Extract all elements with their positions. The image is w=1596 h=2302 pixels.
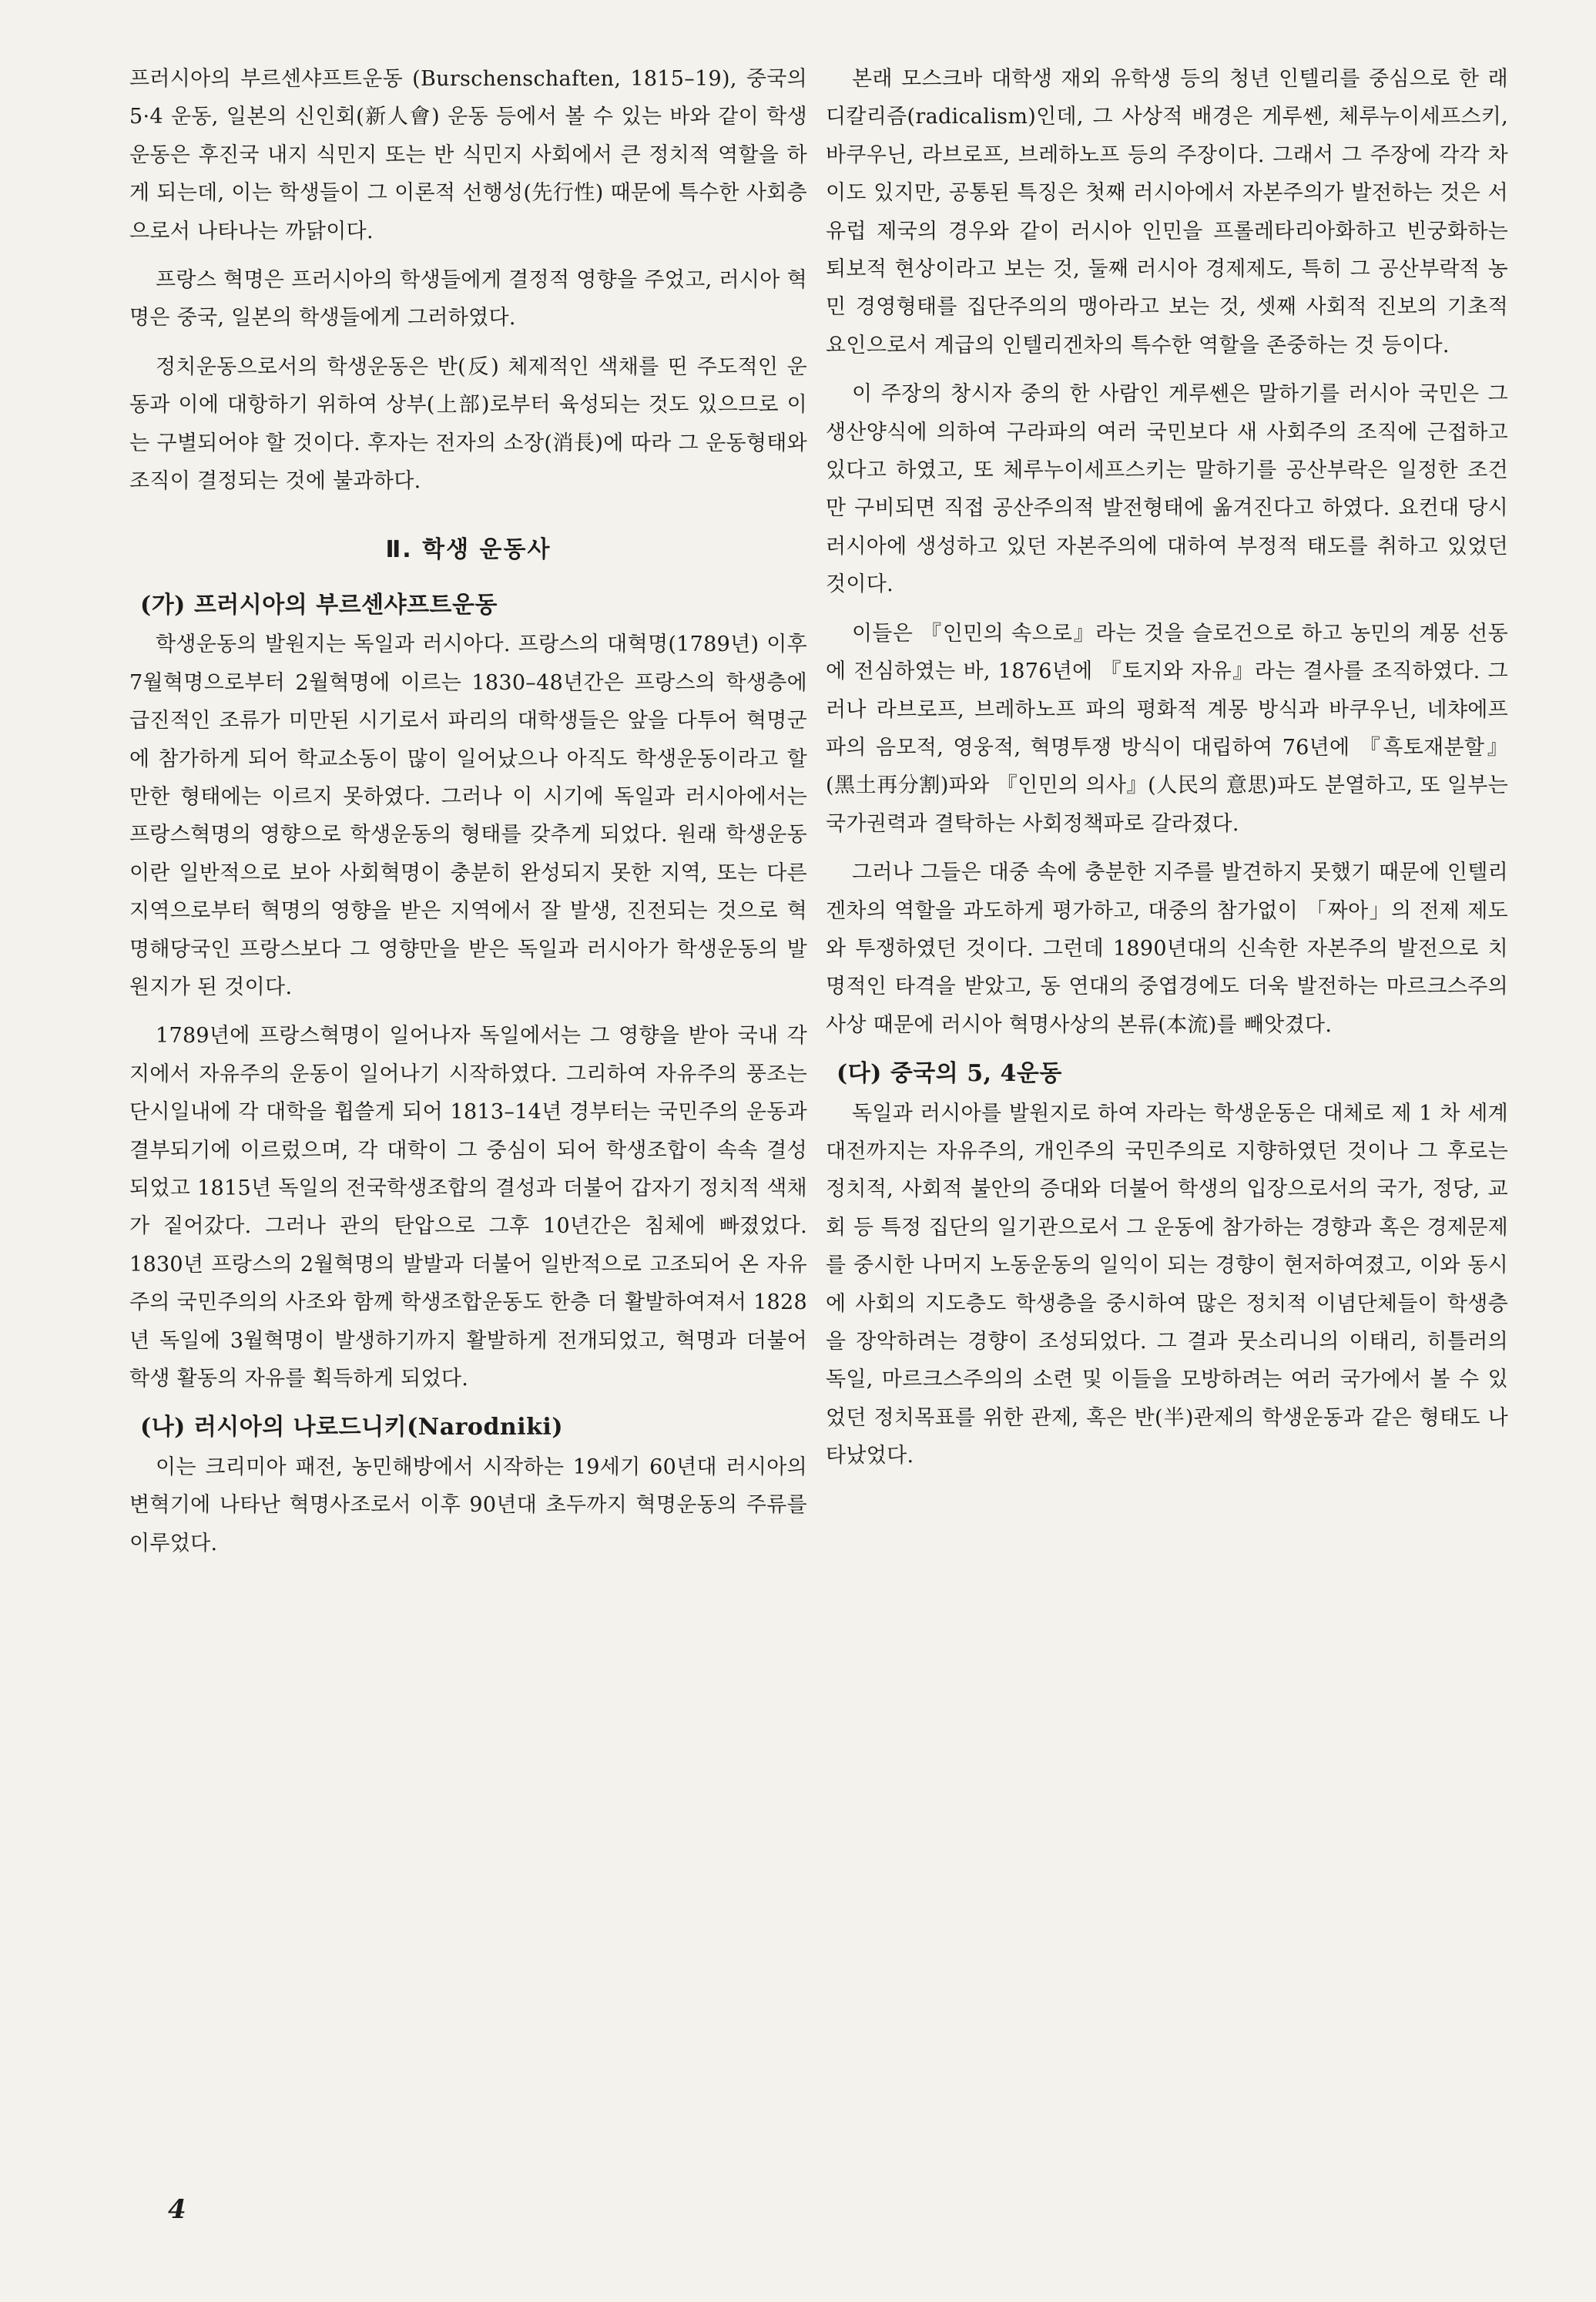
paragraph: 이들은 『인민의 속으로』라는 것을 슬로건으로 하고 농민의 계몽 선동에 전심하였는 바, 1876년에 『토지와 자유』라는 결사를 조직하였다. 그러나 라브로프, 브레하노프 파의 평화적 계몽 방식과 바쿠우닌, 네챠에프 파의 음모적, 영웅적, 혁명투쟁 방식이 대립하여 76년에 『흑토재분할』(黑土再分割)파와 『인민의 의사』(人民의 意思)파도 분열하고, 또 일부는 국가권력과 결탁하는 사회정책파로 갈라졌다. xyxy=(826,621,1508,836)
right-column xyxy=(826,60,1508,1486)
page-number: 4 xyxy=(168,2194,186,2225)
paragraph: 1789년에 프랑스혁명이 일어나자 독일에서는 그 영향을 받아 국내 각지에서 자유주의 운동이 일어나기 시작하였다. 그리하여 자유주의 풍조는 단시일내에 각 대학을 휩쓸게 되어 1813–14년 경부터는 국민주의 운동과 결부되기에 이르렀으며, 각 대학이 그 중심이 되어 학생조합이 속속 결성되었고 1815년 독일의 전국학생조합의 결성과 더불어 갑자기 정치적 색채가 짙어갔다. 그러나 관의 탄압으로 그후 10년간은 침체에 빠졌었다. 1830년 프랑스의 2월혁명의 발발과 더불어 일반적으로 고조되어 온 자유주의 국민주의의 사조와 함께 학생조합운동도 한층 더 활발하여져서 1828년 독일에 3월혁명이 발생하기까지 활발하게 전개되었고, 혁명과 더불어 학생 활동의 자유를 획득하게 되었다. xyxy=(129,1024,807,1391)
subsection-heading: (다) 중국의 5, 4운동 xyxy=(837,1060,1062,1088)
paragraph: 프랑스 혁명은 프러시아의 학생들에게 결정적 영향을 주었고, 러시아 혁명은 중국, 일본의 학생들에게 그러하였다. xyxy=(129,268,807,331)
paragraph: 정치운동으로서의 학생운동은 반(反) 체제적인 색채를 띤 주도적인 운동과 이에 대항하기 위하여 상부(上部)로부터 육성되는 것도 있으므로 이는 구별되어야 할 것이다. 후자는 전자의 소장(消長)에 따라 그 운동형태와 조직이 결정되는 것에 불과하다. xyxy=(129,354,807,494)
subsection-heading: (가) 프러시아의 부르센샤프트운동 xyxy=(140,591,498,619)
section-heading: Ⅱ. 학생 운동사 xyxy=(385,536,552,564)
paragraph: 학생운동의 발원지는 독일과 러시아다. 프랑스의 대혁명(1789년) 이후 7월혁명으로부터 2월혁명에 이르는 1830–48년간은 프랑스의 학생층에 급진적인 조류가 미만된 시기로서 파리의 대학생들은 앞을 다투어 혁명군에 참가하게 되어 학교소동이 많이 일어났으나 아직도 학생운동이라고 할 만한 형태에는 이르지 못하였다. 그러나 이 시기에 독일과 러시아에서는 프랑스혁명의 영향으로 학생운동의 형태를 갖추게 되었다. 원래 학생운동이란 일반적으로 보아 사회혁명이 충분히 완성되지 못한 지역, 또는 다른 지역으로부터 혁명의 영향을 받은 지역에서 잘 발생, 진전되는 것으로 혁명해당국인 프랑스보다 그 영향만을 받은 독일과 러시아가 학생운동의 발원지가 된 것이다. xyxy=(129,633,807,999)
subsection-heading: (나) 러시아의 나로드니키(Narodniki) xyxy=(140,1414,564,1441)
paragraph: 이 주장의 창시자 중의 한 사람인 게루쎈은 말하기를 러시아 국민은 그 생산양식에 의하여 구라파의 여러 국민보다 새 사회주의 조직에 근접하고 있다고 하였고, 또 체루누이세프스키는 말하기를 공산부락은 일정한 조건만 구비되면 직접 공산주의적 발전형태에 옮겨진다고 하였다. 요컨대 당시 러시아에 생성하고 있던 자본주의에 대하여 부정적 태도를 취하고 있었던 것이다. xyxy=(826,382,1508,597)
left-column xyxy=(129,60,807,1573)
paragraph: 그러나 그들은 대중 속에 충분한 지주를 발견하지 못했기 때문에 인텔리겐차의 역할을 과도하게 평가하고, 대중의 참가없이 「짜아」의 전제 제도와 투쟁하였던 것이다. 그런데 1890년대의 신속한 자본주의 발전으로 치명적인 타격을 받았고, 동 연대의 중엽경에도 더욱 발전하는 마르크스주의 사상 때문에 러시아 혁명사상의 본류(本流)를 빼앗겼다. xyxy=(826,861,1508,1037)
paragraph: 이는 크리미아 패전, 농민해방에서 시작하는 19세기 60년대 러시아의 변혁기에 나타난 혁명사조로서 이후 90년대 초두까지 혁명운동의 주류를 이루었다. xyxy=(129,1455,807,1555)
paragraph: 본래 모스크바 대학생 재외 유학생 등의 청년 인텔리를 중심으로 한 래디칼리즘(radicalism)인데, 그 사상적 배경은 게루쎈, 체루누이세프스키, 바쿠우닌, 라브로프, 브레하노프 등의 주장이다. 그래서 그 주장에 각각 차이도 있지만, 공통된 특징은 첫째 러시아에서 자본주의가 발전하는 것은 서유럽 제국의 경우와 같이 러시아 인민을 프롤레타리아화하고 빈궁화하는 퇴보적 현상이라고 보는 것, 둘째 러시아 경제제도, 특히 그 공산부락적 농민 경영형태를 집단주의의 맹아라고 보는 것, 셋째 사회적 진보의 기초적 요인으로서 계급의 인텔리겐차의 특수한 역할을 존중하는 것 등이다. xyxy=(826,67,1508,357)
paragraph: 독일과 러시아를 발원지로 하여 자라는 학생운동은 대체로 제 1 차 세계대전까지는 자유주의, 개인주의 국민주의로 지향하였던 것이나 그 후로는 정치적, 사회적 불안의 증대와 더불어 학생의 입장으로서의 국가, 정당, 교회 등 특정 집단의 일기관으로서 그 운동에 참가하는 경향과 혹은 경제문제를 중시한 나머지 노동운동의 일익이 되는 경향이 현저하여졌고, 이와 동시에 사회의 지도층도 학생층을 중시하여 많은 정치적 이념단체들이 학생층을 장악하려는 경향이 조성되었다. 그 결과 뭇소리니의 이태리, 히틀러의 독일, 마르크스주의의 소련 및 이들을 모방하려는 여러 국가에서 볼 수 있었던 정치목표를 위한 관제, 혹은 반(半)관제의 학생운동과 같은 형태도 나타났었다. xyxy=(826,1101,1508,1468)
paragraph: 프러시아의 부르센샤프트운동 (Burschenschaften, 1815–19), 중국의 5·4 운동, 일본의 신인회(新人會) 운동 등에서 볼 수 있는 바와 같이 학생운동은 후진국 내지 식민지 또는 반 식민지 사회에서 큰 정치적 역할을 하게 되는데, 이는 학생들이 그 이론적 선행성(先行性) 때문에 특수한 사회층으로서 나타나는 까닭이다. xyxy=(129,67,807,243)
